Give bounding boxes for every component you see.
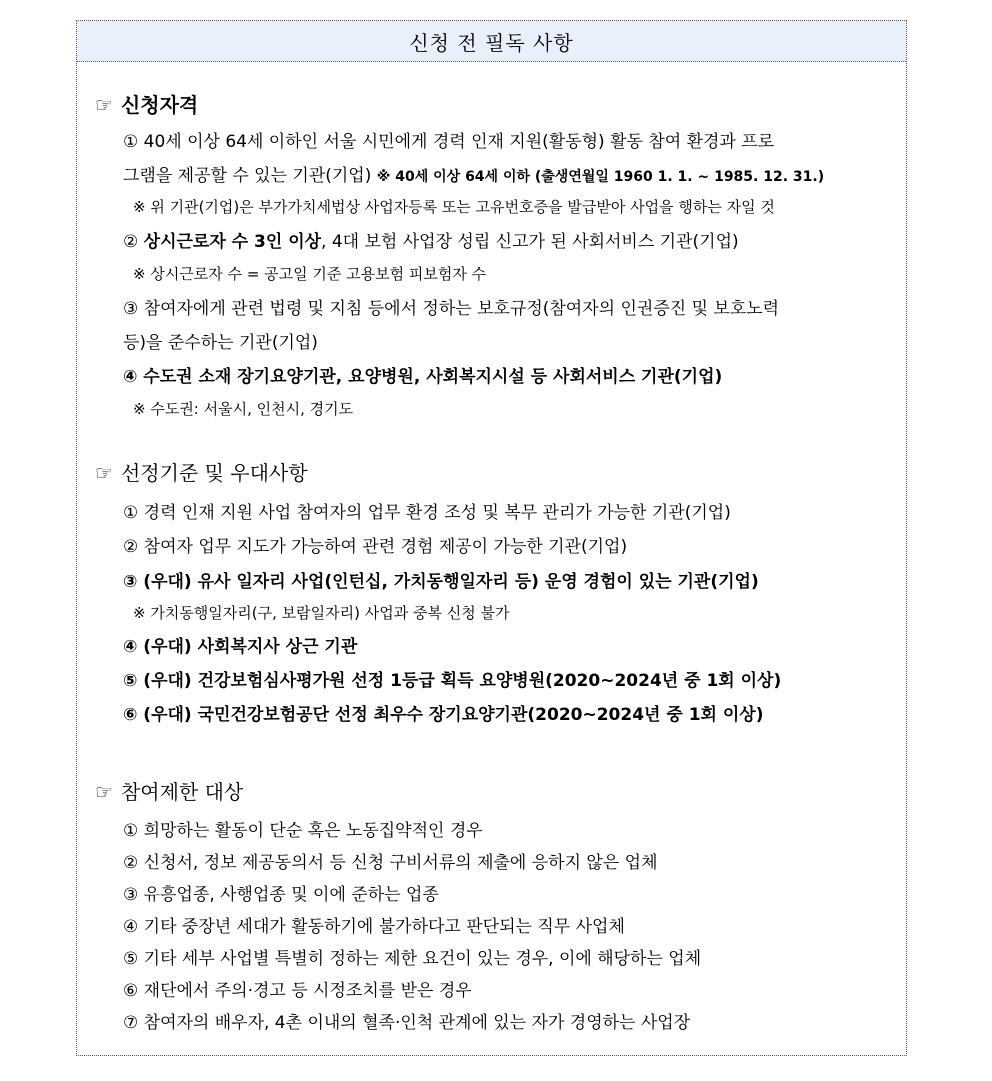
list-item: ④ 수도권 소재 장기요양기관, 요양병원, 사회복지시설 등 사회서비스 기관(기업)	[123, 367, 723, 387]
pointing-hand-icon: ☞	[95, 461, 113, 485]
list-item: ③ 참여자에게 관련 법령 및 지침 등에서 정하는 보호규정(참여자의 인권증진 및 보호노력	[123, 299, 780, 319]
section-title-criteria: ☞ 선정기준 및 우대사항	[95, 461, 308, 485]
list-item: ⑤ (우대) 건강보험심사평가원 선정 1등급 획득 요양병원(2020~2024년 중 1회 이상)	[123, 671, 782, 691]
list-item: ⑥ 재단에서 주의·경고 등 시정조치를 받은 경우	[123, 981, 472, 1001]
list-item: 등)을 준수하는 기관(기업)	[123, 333, 318, 353]
list-item: ② 상시근로자 수 3인 이상, 4대 보험 사업장 성립 신고가 된 사회서비스 기관(기업)	[123, 232, 739, 252]
list-item: ② 신청서, 정보 제공동의서 등 신청 구비서류의 제출에 응하지 않은 업체	[123, 853, 658, 873]
pointing-hand-icon: ☞	[95, 780, 113, 804]
notice-box	[76, 20, 907, 1056]
list-item: ④ 기타 중장년 세대가 활동하기에 불가하다고 판단되는 직무 사업체	[123, 917, 625, 937]
section-title-restrictions: ☞ 참여제한 대상	[95, 780, 244, 804]
page-title: 신청 전 필독 사항	[409, 30, 574, 55]
note-text: ※ 위 기관(기업)은 부가가치세법상 사업자등록 또는 고유번호증을 발급받아 사업을 행하는 자일 것	[133, 198, 775, 216]
list-item: ① 경력 인재 지원 사업 참여자의 업무 환경 조성 및 복무 관리가 가능한 기관(기업)	[123, 503, 731, 523]
list-item: 그램을 제공할 수 있는 기관(기업) ※ 40세 이상 64세 이하 (출생연월일 1960 1. 1. ~ 1985. 12. 31.)	[123, 166, 825, 186]
list-item: ① 희망하는 활동이 단순 혹은 노동집약적인 경우	[123, 821, 483, 841]
note-text: ※ 상시근로자 수 = 공고일 기준 고용보험 피보험자 수	[133, 265, 487, 283]
notice-header	[77, 21, 906, 62]
list-item: ③ 유흥업종, 사행업종 및 이에 준하는 업종	[123, 885, 439, 905]
list-item: ⑦ 참여자의 배우자, 4촌 이내의 혈족·인척 관계에 있는 자가 경영하는 사업장	[123, 1013, 691, 1033]
list-item: ⑥ (우대) 국민건강보험공단 선정 최우수 장기요양기관(2020~2024년 중 1회 이상)	[123, 705, 764, 725]
list-item: ⑤ 기타 세부 사업별 특별히 정하는 제한 요건이 있는 경우, 이에 해당하는 업체	[123, 949, 702, 969]
list-item: ② 참여자 업무 지도가 가능하여 관련 경험 제공이 가능한 기관(기업)	[123, 537, 628, 557]
pointing-hand-icon: ☞	[95, 93, 113, 117]
list-item: ④ (우대) 사회복지사 상근 기관	[123, 637, 358, 657]
section-title-eligibility: ☞ 신청자격	[95, 93, 199, 117]
note-text: ※ 가치동행일자리(구, 보람일자리) 사업과 중복 신청 불가	[133, 604, 510, 622]
list-item: ① 40세 이상 64세 이하인 서울 시민에게 경력 인재 지원(활동형) 활동 참여 환경과 프로	[123, 132, 775, 152]
note-text: ※ 수도권: 서울시, 인천시, 경기도	[133, 400, 354, 418]
age-note: ※ 40세 이상 64세 이하 (출생연월일 1960 1. 1. ~ 1985. 12. 31.)	[376, 169, 825, 185]
list-item: ③ (우대) 유사 일자리 사업(인턴십, 가치동행일자리 등) 운영 경험이 있는 기관(기업)	[123, 572, 759, 592]
